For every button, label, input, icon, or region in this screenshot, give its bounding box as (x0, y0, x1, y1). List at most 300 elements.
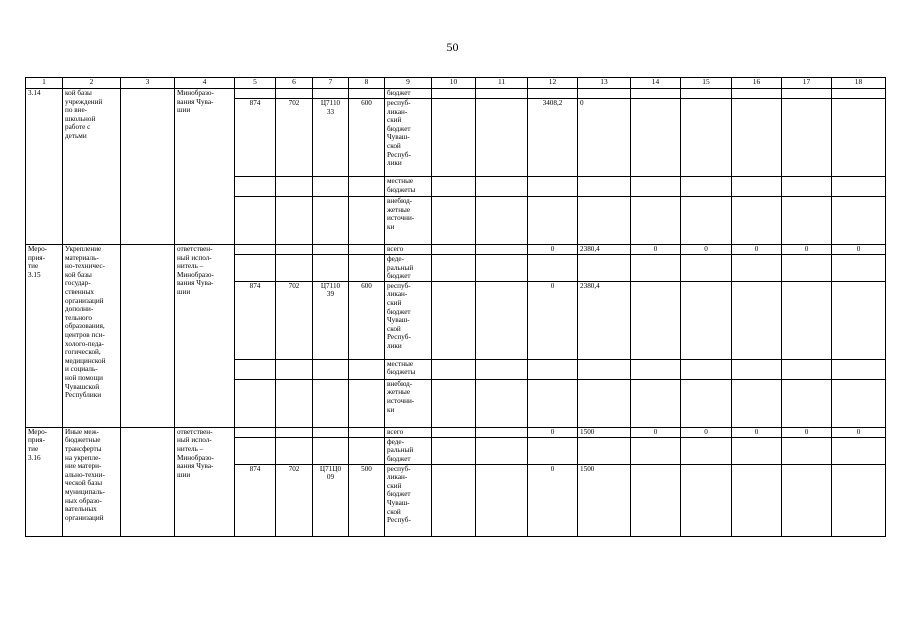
cell-value: 8 (364, 77, 369, 86)
col15-cell (681, 255, 732, 282)
vr-cell (349, 281, 385, 359)
cell-line: вания Чува- (177, 97, 214, 106)
cell-line: ально-техни- (65, 470, 105, 479)
cell-value: 702 (288, 464, 300, 473)
cell-line: шии (177, 106, 191, 115)
col15-cell (681, 99, 732, 177)
vr-cell (349, 437, 385, 464)
cell-line: нитель – (177, 262, 204, 271)
cell-line: гогической, (65, 348, 101, 357)
co-executor-cell (121, 427, 175, 536)
col12-cell (528, 89, 578, 99)
cell-line: респуб- (387, 281, 411, 290)
col18-cell (832, 89, 886, 99)
col17-cell (782, 89, 832, 99)
col12-cell (528, 245, 578, 255)
cell-value: 0 (653, 245, 658, 253)
executor-cell (175, 89, 235, 245)
cell-line: организаций (65, 513, 104, 522)
col18-cell (832, 464, 886, 536)
col14-cell (631, 427, 681, 437)
cell-value: 1500 (580, 464, 595, 473)
col15-cell (681, 177, 732, 197)
col18-cell (832, 437, 886, 464)
col14-cell (631, 255, 681, 282)
cell-value: 0 (653, 427, 658, 436)
col13-cell (578, 245, 631, 255)
table-row (26, 89, 886, 99)
vr-cell (349, 177, 385, 197)
cell-line: бюджет (387, 124, 411, 133)
rz-cell (276, 177, 313, 197)
col18-cell (832, 177, 886, 197)
col13-cell (578, 89, 631, 99)
cell-line: муниципаль- (65, 487, 105, 496)
col15-cell (681, 464, 732, 536)
cell-value: 874 (249, 464, 261, 473)
event-name-cell (63, 427, 121, 536)
cell-line: на укрепле- (65, 453, 101, 462)
cell-value: 600 (361, 281, 372, 290)
col12-cell (528, 379, 578, 427)
col16-cell (732, 359, 782, 379)
col17-cell (782, 245, 832, 255)
cell-line: Минобразо- (177, 270, 214, 279)
cell-line: Меро- (28, 427, 48, 436)
cell-line: Минобразо- (177, 453, 214, 462)
cell-line: ский (387, 481, 402, 490)
col11-cell (476, 245, 528, 255)
col13-cell (578, 99, 631, 177)
csr-cell (313, 197, 349, 245)
cell-line: детьми (65, 131, 87, 140)
col16-cell (732, 177, 782, 197)
header-cell-13 (578, 78, 631, 89)
col16-cell (732, 379, 782, 427)
col14-cell (631, 177, 681, 197)
col15-cell (681, 281, 732, 359)
col18-cell (832, 99, 886, 177)
col18-cell (832, 281, 886, 359)
cell-value: 0 (856, 427, 861, 436)
cell-line: и социаль- (65, 365, 98, 374)
cell-line: образования, (65, 322, 105, 331)
csr-cell (313, 379, 349, 427)
cell-line: бюджеты (387, 185, 416, 194)
rz-cell (276, 89, 313, 99)
cell-line: ральный (387, 263, 414, 272)
col17-cell (782, 99, 832, 177)
col11-cell (476, 197, 528, 245)
cell-value: 2380,4 (580, 245, 600, 253)
header-cell-17 (782, 78, 832, 89)
cell-line: Чувашской (65, 382, 100, 391)
cell-line: внебюд- (387, 379, 413, 388)
rz-cell (276, 359, 313, 379)
cell-line: всего (387, 427, 404, 436)
cell-line: ский (387, 298, 402, 307)
grbs-cell (235, 177, 276, 197)
col11-cell (476, 379, 528, 427)
cell-value: 874 (249, 281, 261, 290)
col17-cell (782, 427, 832, 437)
col10-cell (432, 359, 476, 379)
source-cell (385, 281, 432, 359)
cell-line: ки (387, 405, 395, 414)
grbs-cell (235, 464, 276, 536)
col11-cell (476, 359, 528, 379)
cell-line: медицинской (65, 356, 106, 365)
grbs-cell (235, 359, 276, 379)
col10-cell (432, 437, 476, 464)
col15-cell (681, 427, 732, 437)
col16-cell (732, 99, 782, 177)
cell-value: 0 (550, 281, 555, 290)
col13-cell (578, 177, 631, 197)
cell-line: работе с (65, 123, 91, 132)
rz-cell (276, 281, 313, 359)
col16-cell (732, 427, 782, 437)
cell-line: Чуваш- (387, 498, 410, 507)
vr-cell (349, 245, 385, 255)
event-name-cell (63, 245, 121, 428)
cell-line: нитель – (177, 444, 204, 453)
grbs-cell (235, 437, 276, 464)
cell-value: 7 (328, 77, 333, 86)
col16-cell (732, 245, 782, 255)
grbs-cell (235, 245, 276, 255)
cell-line: ки (387, 222, 395, 231)
vr-cell (349, 197, 385, 245)
col14-cell (631, 464, 681, 536)
cell-line: 39 (326, 290, 335, 299)
source-cell (385, 89, 432, 99)
col13-cell (578, 281, 631, 359)
header-cell-5 (235, 78, 276, 89)
cell-line: ных образо- (65, 496, 102, 505)
cell-line: Респуб- (387, 516, 411, 525)
cell-line: Меро- (28, 245, 48, 253)
cell-value: 0 (804, 245, 809, 253)
source-cell (385, 255, 432, 282)
col17-cell (782, 437, 832, 464)
cell-line: жетные (387, 205, 411, 214)
header-cell-2 (63, 78, 121, 89)
header-cell-14 (631, 78, 681, 89)
col15-cell (681, 245, 732, 255)
grbs-cell (235, 427, 276, 437)
cell-line: ной помощи (65, 373, 103, 382)
col18-cell (832, 255, 886, 282)
col14-cell (631, 245, 681, 255)
col17-cell (782, 177, 832, 197)
source-cell (385, 359, 432, 379)
csr-cell (313, 281, 349, 359)
cell-line: ликан- (387, 290, 408, 299)
col17-cell (782, 281, 832, 359)
cell-line: Ц71Ц0 (319, 464, 342, 473)
event-number-cell (26, 427, 63, 536)
col12-cell (528, 427, 578, 437)
col12-cell (528, 281, 578, 359)
cell-line: феде- (387, 437, 404, 446)
col11-cell (476, 281, 528, 359)
cell-value: 0 (550, 245, 555, 253)
cell-line: бюджет (387, 89, 411, 97)
col13-cell (578, 359, 631, 379)
col14-cell (631, 197, 681, 245)
csr-cell (313, 245, 349, 255)
cell-line: Респуб- (387, 150, 411, 159)
col16-cell (732, 197, 782, 245)
source-cell (385, 437, 432, 464)
cell-value: 0 (580, 99, 584, 107)
col16-cell (732, 89, 782, 99)
cell-value: 9 (406, 77, 410, 86)
cell-value: 0 (804, 427, 809, 436)
cell-line: материаль- (65, 253, 99, 262)
cell-line: учреждений (65, 97, 103, 106)
cell-line: ный испол- (177, 253, 212, 262)
event-name-cell (63, 89, 121, 245)
cell-line: но-техничес- (65, 262, 105, 271)
grbs-cell (235, 379, 276, 427)
cell-value: 2 (89, 77, 94, 86)
vr-cell (349, 255, 385, 282)
cell-line: бюджет (387, 272, 411, 281)
cell-value: 600 (361, 99, 372, 107)
csr-cell (313, 255, 349, 282)
col11-cell (476, 255, 528, 282)
header-cell-9 (385, 78, 432, 89)
vr-cell (349, 464, 385, 536)
cell-value: 15 (702, 77, 710, 86)
event-number-cell (26, 245, 63, 428)
cell-value: 1500 (580, 427, 595, 436)
csr-cell (313, 359, 349, 379)
col18-cell (832, 245, 886, 255)
cell-line: бюджеты (387, 368, 416, 377)
cell-line: тие (28, 444, 39, 453)
cell-line: ральный (387, 446, 414, 455)
col14-cell (631, 281, 681, 359)
table-row (26, 427, 886, 437)
col10-cell (432, 379, 476, 427)
vr-cell (349, 379, 385, 427)
col12-cell (528, 255, 578, 282)
cell-line: феде- (387, 255, 404, 263)
col13-cell (578, 197, 631, 245)
cell-line: кой базы (65, 89, 92, 97)
cell-line: организаций (65, 296, 104, 305)
source-cell (385, 177, 432, 197)
col17-cell (782, 255, 832, 282)
col16-cell (732, 255, 782, 282)
cell-line: местные (387, 177, 414, 185)
cell-value: 17 (802, 77, 811, 86)
cell-line: всего (387, 245, 404, 253)
cell-value: 3 (145, 77, 150, 86)
csr-cell (313, 427, 349, 437)
cell-value: 702 (288, 99, 300, 107)
col15-cell (681, 197, 732, 245)
col12-cell (528, 99, 578, 177)
cell-value: 10 (449, 77, 458, 86)
cell-line: лики (387, 341, 402, 350)
cell-line: ской (387, 141, 401, 150)
csr-cell (313, 99, 349, 177)
cell-line: 33 (326, 107, 335, 116)
csr-cell (313, 437, 349, 464)
cell-line: ский (387, 116, 402, 125)
cell-line: ответствен- (177, 427, 213, 436)
cell-line: ческой базы (65, 479, 103, 488)
grbs-cell (235, 255, 276, 282)
cell-line: источни- (387, 214, 415, 223)
source-cell (385, 427, 432, 437)
cell-value: 16 (752, 77, 761, 86)
source-cell (385, 379, 432, 427)
col15-cell (681, 437, 732, 464)
col18-cell (832, 427, 886, 437)
col11-cell (476, 89, 528, 99)
cell-line: бюджет (387, 490, 411, 499)
rz-cell (276, 464, 313, 536)
csr-cell (313, 177, 349, 197)
cell-line: вания Чува- (177, 279, 214, 288)
cell-line: 3.14 (28, 89, 41, 97)
cell-value: 0 (754, 427, 759, 436)
cell-line: источни- (387, 396, 415, 405)
col10-cell (432, 427, 476, 437)
col13-cell (578, 437, 631, 464)
rz-cell (276, 437, 313, 464)
source-cell (385, 197, 432, 245)
event-number-cell (26, 89, 63, 245)
cell-line: внебюд- (387, 197, 413, 205)
col11-cell (476, 464, 528, 536)
cell-line: респуб- (387, 99, 411, 107)
col12-cell (528, 197, 578, 245)
cell-value: 5 (253, 77, 257, 86)
table-row (26, 245, 886, 255)
cell-line: ской (387, 324, 401, 333)
col13-cell (578, 255, 631, 282)
header-cell-8 (349, 78, 385, 89)
cell-value: 1 (42, 77, 46, 86)
col13-cell (578, 427, 631, 437)
col16-cell (732, 281, 782, 359)
cell-line: ние матери- (65, 462, 102, 471)
page-number: 50 (446, 40, 459, 54)
col17-cell (782, 379, 832, 427)
col16-cell (732, 437, 782, 464)
cell-line: Чуваш- (387, 316, 410, 325)
grbs-cell (235, 89, 276, 99)
header-cell-11 (476, 78, 528, 89)
col14-cell (631, 99, 681, 177)
cell-line: ской (387, 507, 401, 516)
cell-line: тельного (65, 313, 92, 322)
grbs-cell (235, 197, 276, 245)
cell-line: ответствен- (177, 245, 213, 253)
executor-cell (175, 427, 235, 536)
col11-cell (476, 427, 528, 437)
cell-value: 18 (854, 77, 863, 86)
col12-cell (528, 464, 578, 536)
cell-line: государ- (65, 279, 91, 288)
cell-line: жетные (387, 388, 411, 397)
col18-cell (832, 379, 886, 427)
col17-cell (782, 197, 832, 245)
col18-cell (832, 359, 886, 379)
grbs-cell (235, 99, 276, 177)
cell-value: 0 (550, 427, 555, 436)
col15-cell (681, 379, 732, 427)
source-cell (385, 245, 432, 255)
rz-cell (276, 255, 313, 282)
source-cell (385, 99, 432, 177)
col15-cell (681, 89, 732, 99)
col13-cell (578, 464, 631, 536)
cell-line: Иные меж- (65, 427, 99, 436)
col14-cell (631, 379, 681, 427)
header-cell-6 (276, 78, 313, 89)
csr-cell (313, 89, 349, 99)
col10-cell (432, 464, 476, 536)
cell-value: 702 (288, 281, 300, 290)
cell-value: 0 (704, 427, 708, 436)
cell-value: 0 (754, 245, 759, 253)
cell-line: по вне- (65, 106, 88, 115)
rz-cell (276, 197, 313, 245)
cell-line: Республики (65, 391, 102, 400)
cell-line: дополни- (65, 305, 94, 314)
cell-value: 11 (497, 77, 506, 86)
header-cell-16 (732, 78, 782, 89)
header-cell-3 (121, 78, 175, 89)
rz-cell (276, 379, 313, 427)
cell-line: бюджет (387, 454, 411, 463)
col11-cell (476, 177, 528, 197)
col11-cell (476, 437, 528, 464)
cell-line: шии (177, 470, 191, 479)
col14-cell (631, 437, 681, 464)
executor-cell (175, 245, 235, 428)
cell-line: тие (28, 262, 39, 271)
col12-cell (528, 177, 578, 197)
vr-cell (349, 99, 385, 177)
cell-line: лики (387, 159, 402, 168)
cell-line: школьной (65, 114, 96, 123)
co-executor-cell (121, 245, 175, 428)
vr-cell (349, 89, 385, 99)
col15-cell (681, 359, 732, 379)
rz-cell (276, 99, 313, 177)
source-cell (385, 464, 432, 536)
col17-cell (782, 359, 832, 379)
cell-line: бюджет (387, 307, 411, 316)
cell-value: 500 (361, 464, 372, 473)
cell-line: кой базы (65, 270, 92, 279)
header-cell-7 (313, 78, 349, 89)
vr-cell (349, 359, 385, 379)
cell-value: 4 (202, 77, 207, 86)
header-cell-4 (175, 78, 235, 89)
col10-cell (432, 255, 476, 282)
cell-line: прия- (28, 436, 45, 445)
col12-cell (528, 437, 578, 464)
